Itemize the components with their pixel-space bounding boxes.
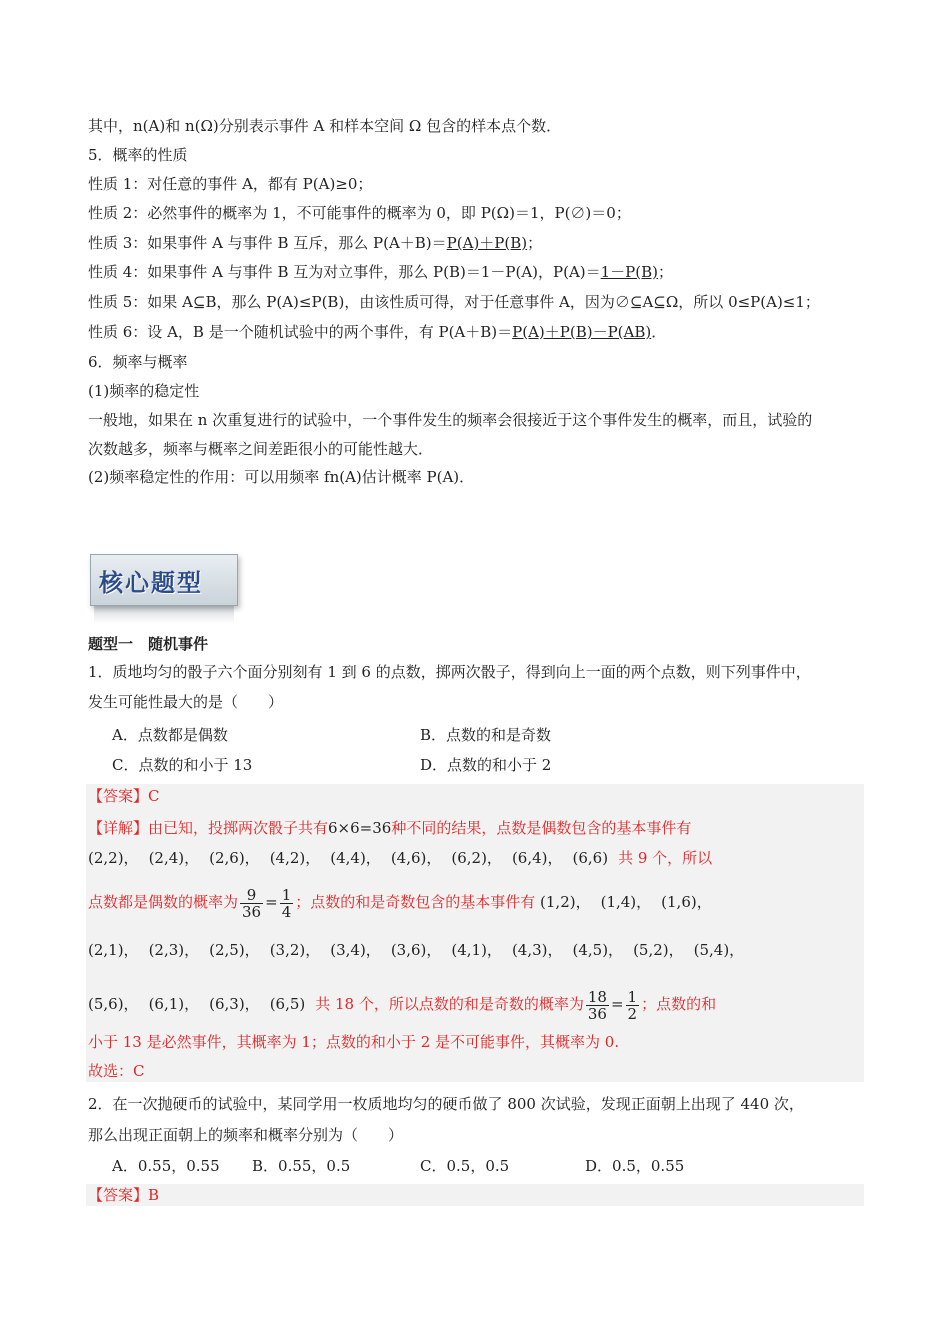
question-stem: 发生可能性最大的是（ ） <box>88 693 284 711</box>
fraction <box>280 887 294 920</box>
property-6-underline: P(A)＋P(B)－P(AB) <box>512 323 652 341</box>
subsection-heading: (1)频率的稳定性 <box>88 382 200 400</box>
sample-point: (6,3)， <box>209 995 260 1013</box>
property-2: 性质 2：必然事件的概率为 1，不可能事件的概率为 0，即 P(Ω)＝1，P(∅)＝0； <box>88 204 631 222</box>
property-1: 性质 1：对任意的事件 A，都有 P(A)≥0； <box>88 175 373 193</box>
denominator: 36 <box>242 902 262 921</box>
answer-block <box>86 1184 864 1206</box>
detail-text: 种不同的结果，点数是偶数包含的基本事件有 <box>391 819 692 837</box>
intro-line: 其中，n(A)和 n(Ω)分别表示事件 A 和样本空间 Ω 包含的样本点个数． <box>88 117 562 135</box>
sample-point: (5,4)， <box>693 941 745 959</box>
detail-line <box>88 818 691 838</box>
sample-point: (5,2)， <box>633 941 684 959</box>
paragraph-line: 一般地，如果在 n 次重复进行的试验中，一个事件发生的频率会很接近于这个事件发生的概率，而且，试验的 <box>88 411 813 429</box>
banner-title: 核心题型 <box>99 568 203 597</box>
property-6-text: 性质 6：设 A，B 是一个随机试验中的两个事件，有 P(A＋B)＝ <box>88 323 513 341</box>
numerator: 1 <box>281 885 292 904</box>
numerator: 9 <box>240 887 263 904</box>
paragraph-line: 次数越多，频率与概率之间差距很小的可能性越大． <box>88 440 434 458</box>
question-stem: 那么出现正面朝上的频率和概率分别为（ ） <box>88 1126 404 1144</box>
sample-point: (5,6)， <box>88 995 139 1013</box>
odd-points <box>88 941 754 959</box>
sample-point: (3,6)， <box>390 941 442 959</box>
question-stem: 1．质地均匀的骰子六个面分别刻有 1 到 6 的点数，掷两次骰子，得到向上一面的两个点数，则下列事件中， <box>88 663 811 681</box>
equals: = <box>610 995 624 1013</box>
numerator: 18 <box>587 987 607 1006</box>
sample-point: (2,1)， <box>88 941 139 959</box>
sample-point: (1,4)， <box>600 893 652 911</box>
sample-point: (6,4)， <box>511 849 563 867</box>
property-3-text: 性质 3：如果事件 A 与事件 B 互斥，那么 P(A＋B)＝ <box>88 234 447 252</box>
property-5: 性质 5：如果 A⊆B，那么 P(A)≤P(B)，由该性质可得，对于任意事件 A，因为∅⊆A⊆Ω，所以 0≤P(A)≤1； <box>88 293 820 311</box>
sample-point: (4,4)， <box>330 849 381 867</box>
option-a: A．0.55，0.55 <box>112 1157 220 1175</box>
denominator: 2 <box>627 1004 638 1023</box>
odd-intro: ；点数的和是奇数包含的基本事件有 <box>295 893 536 911</box>
property-3-end: ； <box>527 234 543 252</box>
type-heading: 题型一 随机事件 <box>88 635 209 653</box>
banner-reflection <box>94 604 234 624</box>
odd-points <box>540 893 722 911</box>
prob-even-line <box>88 882 722 922</box>
option-a: A．点数都是偶数 <box>112 726 228 744</box>
detail-math: 6×6=36 <box>328 819 392 837</box>
even-tail: 共 9 个，所以 <box>618 849 713 867</box>
answer-label: 【答案】C <box>88 787 160 805</box>
fraction <box>240 887 263 920</box>
sample-point: (4,5)， <box>572 941 624 959</box>
section-heading: 5．概率的性质 <box>88 146 188 164</box>
numerator: 1 <box>627 987 638 1006</box>
odd-tail: 共 18 个，所以点数的和是奇数的概率为 <box>315 995 584 1013</box>
even-points-line <box>88 848 712 868</box>
answer-label: 【答案】B <box>88 1186 160 1204</box>
option-b: B．点数的和是奇数 <box>420 726 552 744</box>
property-6-end: ． <box>651 323 667 341</box>
detail-text: 【详解】由已知，投掷两次骰子共有 <box>88 819 329 837</box>
sum-tail: ；点数的和 <box>641 995 717 1013</box>
odd-points <box>88 995 315 1013</box>
sample-point: (4,3)， <box>511 941 563 959</box>
sample-point: (2,6)， <box>209 849 260 867</box>
sample-point: (6,6) <box>572 849 609 867</box>
option-b: B．0.55，0.5 <box>252 1157 351 1175</box>
sample-point: (2,3)， <box>148 941 200 959</box>
property-3 <box>88 233 542 253</box>
sample-point: (3,2)， <box>269 941 321 959</box>
conclusion: 故选：C <box>88 1062 145 1080</box>
option-c: C．0.5，0.5 <box>420 1157 510 1175</box>
fraction <box>626 989 640 1022</box>
sample-point: (4,2)， <box>269 849 321 867</box>
property-4-end: ； <box>658 263 674 281</box>
equals: = <box>265 893 278 911</box>
property-3-underline: P(A)＋P(B) <box>446 234 528 252</box>
option-d: D．0.5，0.55 <box>585 1157 685 1175</box>
sample-point: (6,1)， <box>148 995 200 1013</box>
sample-point: (6,2)， <box>451 849 502 867</box>
section-heading: 6．频率与概率 <box>88 353 188 371</box>
odd-points-line <box>88 984 716 1024</box>
sample-point: (1,2)， <box>540 893 591 911</box>
prob-even-text: 点数都是偶数的概率为 <box>88 893 239 911</box>
sample-point: (2,5)， <box>209 941 260 959</box>
property-6 <box>88 322 666 342</box>
denominator: 36 <box>587 1004 607 1023</box>
paragraph-line: (2)频率稳定性的作用：可以用频率 fn(A)估计概率 P(A)． <box>88 468 475 486</box>
property-4-underline: 1－P(B) <box>600 263 659 281</box>
section-banner <box>90 554 238 606</box>
denominator: 4 <box>281 902 292 921</box>
property-4 <box>88 262 673 282</box>
sample-point: (3,4)， <box>330 941 381 959</box>
detail-line: 小于 13 是必然事件，其概率为 1；点数的和小于 2 是不可能事件，其概率为 0. <box>88 1033 620 1051</box>
sample-point: (4,6)， <box>390 849 442 867</box>
option-d: D．点数的和小于 2 <box>420 756 552 774</box>
sample-point: (6,5) <box>269 995 306 1013</box>
property-4-text: 性质 4：如果事件 A 与事件 B 互为对立事件，那么 P(B)＝1－P(A)，P(A)＝ <box>88 263 601 281</box>
even-points <box>88 849 618 867</box>
fraction <box>586 989 609 1022</box>
option-c: C．点数的和小于 13 <box>112 756 253 774</box>
sample-point: (2,4)， <box>148 849 200 867</box>
sample-point: (2,2)， <box>88 849 139 867</box>
sample-point: (4,1)， <box>451 941 502 959</box>
question-stem: 2．在一次抛硬币的试验中，某同学用一枚质地均匀的硬币做了 800 次试验，发现正面朝上出现了 440 次， <box>88 1095 804 1113</box>
sample-point: (1,6)， <box>661 893 712 911</box>
odd-points-line <box>88 940 754 960</box>
